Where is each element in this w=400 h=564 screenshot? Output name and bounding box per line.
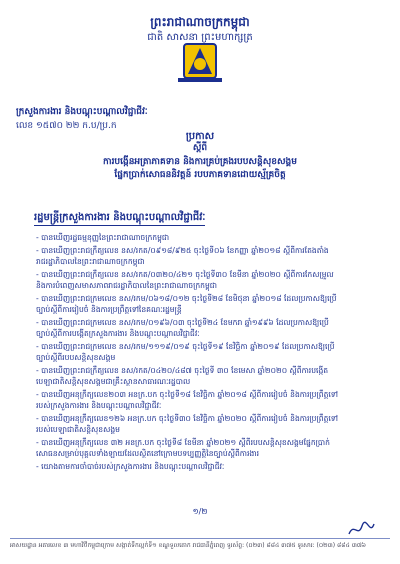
footer-divider [10, 538, 390, 539]
preamble-line: - បានឃើញព្រះរាជក្រឹត្យលេខ នស/រកត/០៤២០/៤៨៧ ចុះថ្ងៃទី ៣០ ខែមេសា ឆ្នាំ២០២០ ស្តីពីការបង្កើត [36, 366, 329, 375]
subject-line: ផ្នែកប្រាក់សោធននិវត្តន៍ របបភាគទានដោយស្ម័គ្រចិត្ត [114, 170, 286, 180]
preamble-line: - បានឃើញអនុក្រឹត្យលេខ២០៣ អនក្រ.បក ចុះថ្ងៃទី១៨ ខែវិច្ឆិកា ឆ្នាំ២០១៨ ស្តីពីការរៀបចំ និងការប្រព្រឹត្តទៅ [36, 390, 339, 399]
national-motto: ជាតិ សាសនា ព្រះមហាក្សត្រ [147, 32, 253, 43]
initial-signature-icon [346, 518, 376, 540]
preamble-line: - បានឃើញព្រះរាជក្រឹត្យលេខ នស/រកត/០៩១៨/៩២៥ ចុះថ្ងៃទី០៦ ខែកញ្ញា ឆ្នាំ២០១៨ ស្តីពីការតែងតាំង [36, 246, 329, 255]
ministry-name: ក្រសួងការងារ និងបណ្តុះបណ្តាលវិជ្ជាជីវៈ [16, 107, 148, 117]
preamble-line: ច្បាប់ស្តីពីរបបសន្តិសុខសង្គម [36, 353, 116, 362]
preamble-line: - បានឃើញអនុក្រឹត្យលេខ ៣២ អនក្រ.បក ចុះថ្ងៃទី៨ ខែមីនា ឆ្នាំ២០២១ ស្តីពីរបបសន្តិសុខសង្គមផ្នែកប្រាក់ [36, 438, 330, 447]
preamble-line: ច្បាប់ស្តីពីការរៀបចំ និងការប្រព្រឹត្តទៅនៃគណៈរដ្ឋមន្ត្រី [36, 305, 182, 314]
preamble-line: បេឡាជាតិសន្តិសុខសង្គមជាគ្រឹះស្ថានសាធារណៈរដ្ឋបាល [36, 377, 191, 386]
preamble-line: - បានឃើញព្រះរាជក្រមលេខ នស/រកម/១១១៩/០១៩ ចុះថ្ងៃទី១៩ ខែវិច្ឆិកា ឆ្នាំ២០១៩ ដែលប្រកាសឱ្យប្រើ [36, 342, 335, 351]
reference-number: លេខ ១៥៧០ ២២ ក.ប/ប្រ.ក [16, 121, 117, 131]
subject-line: ការបង្កើនអត្រាភាគទាន និងការគ្រប់គ្រងរបបសន្តិសុខសង្គម [103, 157, 297, 167]
preamble-line: - យោងតាមការចាំបាច់របស់ក្រសួងការងារ និងបណ្តុះបណ្តាលវិជ្ជាជីវៈ [36, 462, 225, 471]
document-type: ប្រកាស [185, 131, 215, 142]
kingdom-title: ព្រះរាជាណាចក្រកម្ពុជា [150, 15, 250, 29]
preamble-line: - បានឃើញព្រះរាជក្រមលេខ នស/រកម/០១៩៦/០៣ ចុះថ្ងៃទី២៤ ខែមករា ឆ្នាំ១៩៩៦ ដែលប្រកាសឱ្យប្រើ [36, 318, 329, 327]
preamble-line: - បានឃើញរដ្ឋធម្មនុញ្ញនៃព្រះរាជាណាចក្រកម្ពុជា [36, 233, 170, 242]
preamble-line: រាជរដ្ឋាភិបាលនៃព្រះរាជាណាចក្រកម្ពុជា [36, 257, 145, 266]
preamble-line: សោធនសម្រាប់បុគ្គលទាំងឡាយដែលស្ថិតនៅក្រោមបទប្បញ្ញត្តិនៃច្បាប់ស្តីពីការងារ [36, 449, 260, 458]
ministry-logo-icon [170, 34, 230, 86]
page-number: ១/២ [192, 507, 208, 516]
preamble-line: របស់ក្រសួងការងារ និងបណ្តុះបណ្តាលវិជ្ជាជីវៈ [36, 401, 162, 410]
preamble-line: - បានឃើញព្រះរាជក្រឹត្យលេខ នស/រកត/០៣២០/៤២១ ចុះថ្ងៃទី៣០ ខែមីនា ឆ្នាំ២០២០ ស្តីពីការកែសម្រួល [36, 270, 334, 279]
preamble-line: របស់បេឡាជាតិសន្តិសុខសង្គម [36, 425, 120, 434]
subject-label: ស្តីពី [192, 143, 208, 153]
preamble-line: ច្បាប់ស្តីពីការបង្កើតក្រសួងការងារ និងបណ្តុះបណ្តាលវិជ្ជាជីវៈ [36, 329, 200, 338]
preamble-line: - បានឃើញព្រះរាជក្រមលេខ នស/រកម/០៦១៨/០១២ ចុះថ្ងៃទី២៨ ខែមិថុនា ឆ្នាំ២០១៨ ដែលប្រកាសឱ្យប្រើ [36, 294, 337, 303]
footer-address: អាសយដ្ឋាន អគារលេខ ៣ មហាវិថីកម្ពុជាក្រោម សង្កាត់ទឹកល្អក់ទី១ ខណ្ឌទួលគោក រាជធានីភ្នំពេញ ទូរស័ព្ទ: (០២៣) ៨៨៤ ៣៧៥ ទូរសារ: (០២៣) ៨៨៤ ៣៧៦ [10, 542, 366, 549]
minister-heading: រដ្ឋមន្ត្រីក្រសួងការងារ និងបណ្តុះបណ្តាលវិជ្ជាជីវៈ [34, 210, 205, 226]
preamble-line: - បានឃើញអនុក្រឹត្យលេខ១២៦ អនក្រ.បក ចុះថ្ងៃទី៣០ ខែវិច្ឆិកា ឆ្នាំ២០២០ ស្តីពីការរៀបចំ និងការប្រព្រឹត្តទៅ [36, 414, 339, 423]
preamble-line: និងការបំពេញសមាសភាពរាជរដ្ឋាភិបាលនៃព្រះរាជាណាចក្រកម្ពុជា [36, 281, 218, 290]
